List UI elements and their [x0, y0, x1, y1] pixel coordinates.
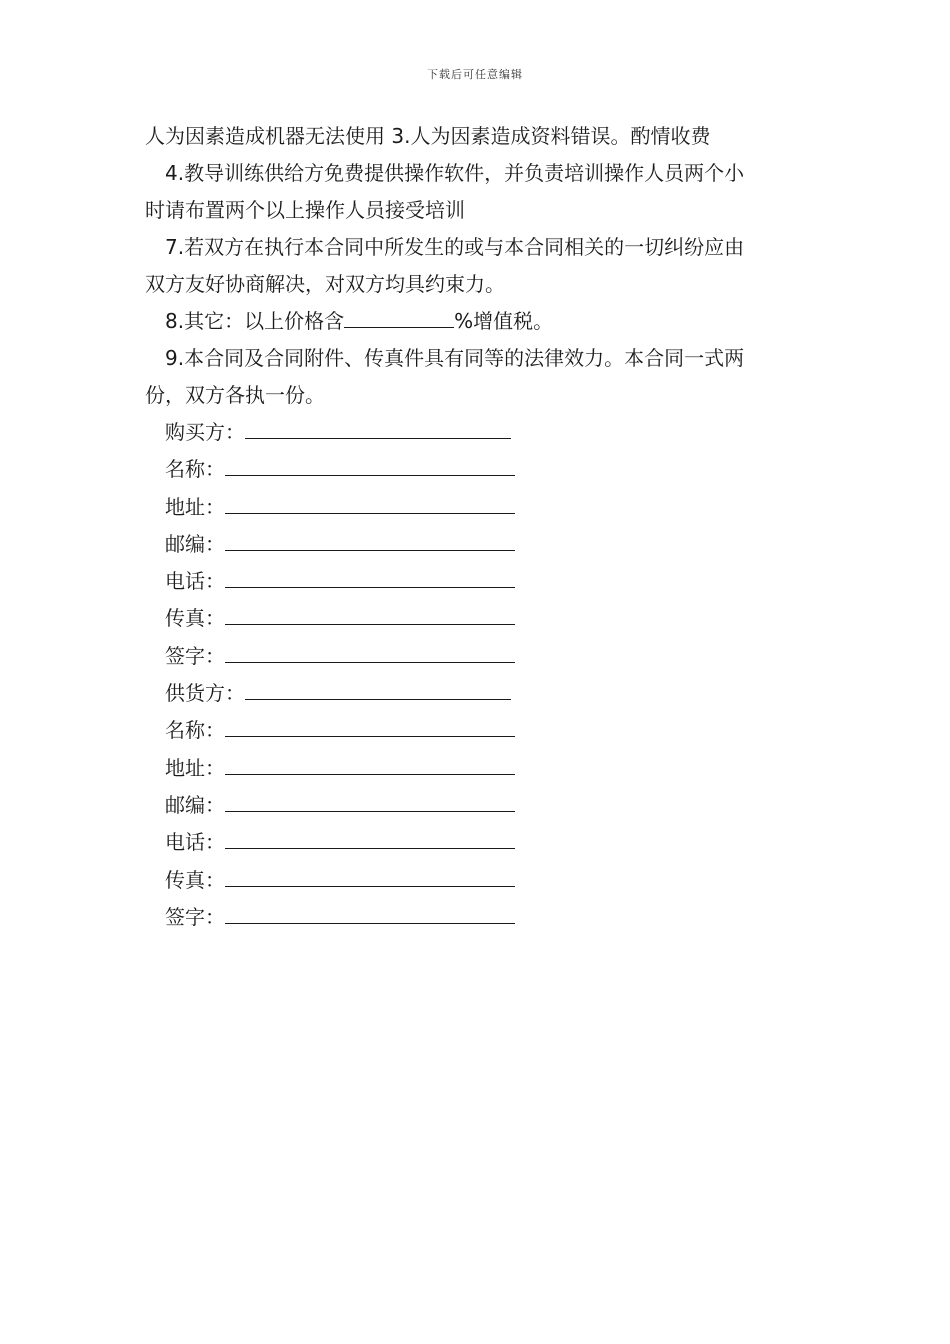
buyer-section — [145, 414, 810, 675]
field-label: 签字： — [165, 904, 225, 929]
clause-line: 9.本合同及合同附件、传真件具有同等的法律效力。本合同一式两 — [165, 346, 745, 370]
supplier-postcode-blank[interactable] — [225, 790, 515, 812]
page-header: 下载后可任意编辑 — [427, 68, 523, 81]
buyer-postcode-field — [145, 526, 810, 563]
buyer-title-field — [145, 414, 810, 451]
vat-rate-blank[interactable] — [344, 306, 454, 328]
field-label: 名称： — [165, 718, 225, 743]
clause-8-suffix: %增值税。 — [454, 309, 554, 333]
field-label: 名称： — [165, 457, 225, 482]
supplier-postcode-field — [145, 787, 810, 824]
buyer-title: 购买方： — [165, 420, 245, 444]
supplier-section — [145, 675, 810, 936]
supplier-fax-field — [145, 862, 810, 899]
clause-line: 时请布置两个以上操作人员接受培训 — [145, 198, 465, 222]
buyer-name-blank[interactable] — [225, 454, 515, 476]
clause-line: 双方友好协商解决，对双方均具约束力。 — [145, 272, 505, 296]
clause-line: 份，双方各执一份。 — [145, 383, 325, 407]
buyer-phone-blank[interactable] — [225, 566, 515, 588]
field-label: 地址： — [165, 494, 225, 519]
field-label: 签字： — [165, 643, 225, 668]
field-label: 邮编： — [165, 531, 225, 556]
buyer-signature-blank[interactable] — [225, 641, 515, 663]
clause-4 — [145, 155, 810, 229]
clause-line — [145, 303, 810, 340]
contract-body — [145, 118, 810, 936]
buyer-fax-field — [145, 600, 810, 637]
supplier-title: 供货方： — [165, 681, 245, 706]
supplier-phone-field — [145, 824, 810, 861]
supplier-title-field — [145, 675, 810, 712]
clause-line: 4.教导训练供给方免费提供操作软件，并负责培训操作人员两个小 — [165, 161, 745, 185]
buyer-address-field — [145, 489, 810, 526]
buyer-fax-blank[interactable] — [225, 603, 515, 625]
buyer-name-field — [145, 451, 810, 488]
clause-line: 7.若双方在执行本合同中所发生的或与本合同相关的一切纠纷应由 — [165, 235, 745, 259]
clause-continuation — [145, 118, 810, 155]
field-label: 传真： — [165, 606, 225, 631]
field-label: 传真： — [165, 867, 225, 892]
field-label: 电话： — [165, 569, 225, 594]
supplier-signature-field — [145, 899, 810, 936]
supplier-name-field — [145, 712, 810, 749]
buyer-signature-field — [145, 638, 810, 675]
field-label: 地址： — [165, 755, 225, 780]
clause-8-prefix: 8.其它：以上价格含 — [165, 309, 345, 333]
buyer-postcode-blank[interactable] — [225, 529, 515, 551]
clause-8 — [145, 303, 810, 340]
supplier-title-blank[interactable] — [245, 678, 511, 700]
clause-line: 人为因素造成机器无法使用 3.人为因素造成资料错误。酌情收费 — [145, 124, 711, 148]
supplier-phone-blank[interactable] — [225, 827, 515, 849]
buyer-address-blank[interactable] — [225, 492, 515, 514]
clause-7 — [145, 229, 810, 303]
supplier-signature-blank[interactable] — [225, 902, 515, 924]
buyer-title-blank[interactable] — [245, 417, 511, 439]
supplier-name-blank[interactable] — [225, 715, 515, 737]
field-label: 电话： — [165, 830, 225, 855]
supplier-fax-blank[interactable] — [225, 865, 515, 887]
supplier-address-blank[interactable] — [225, 753, 515, 775]
clause-9 — [145, 340, 810, 414]
supplier-address-field — [145, 750, 810, 787]
buyer-phone-field — [145, 563, 810, 600]
field-label: 邮编： — [165, 792, 225, 817]
